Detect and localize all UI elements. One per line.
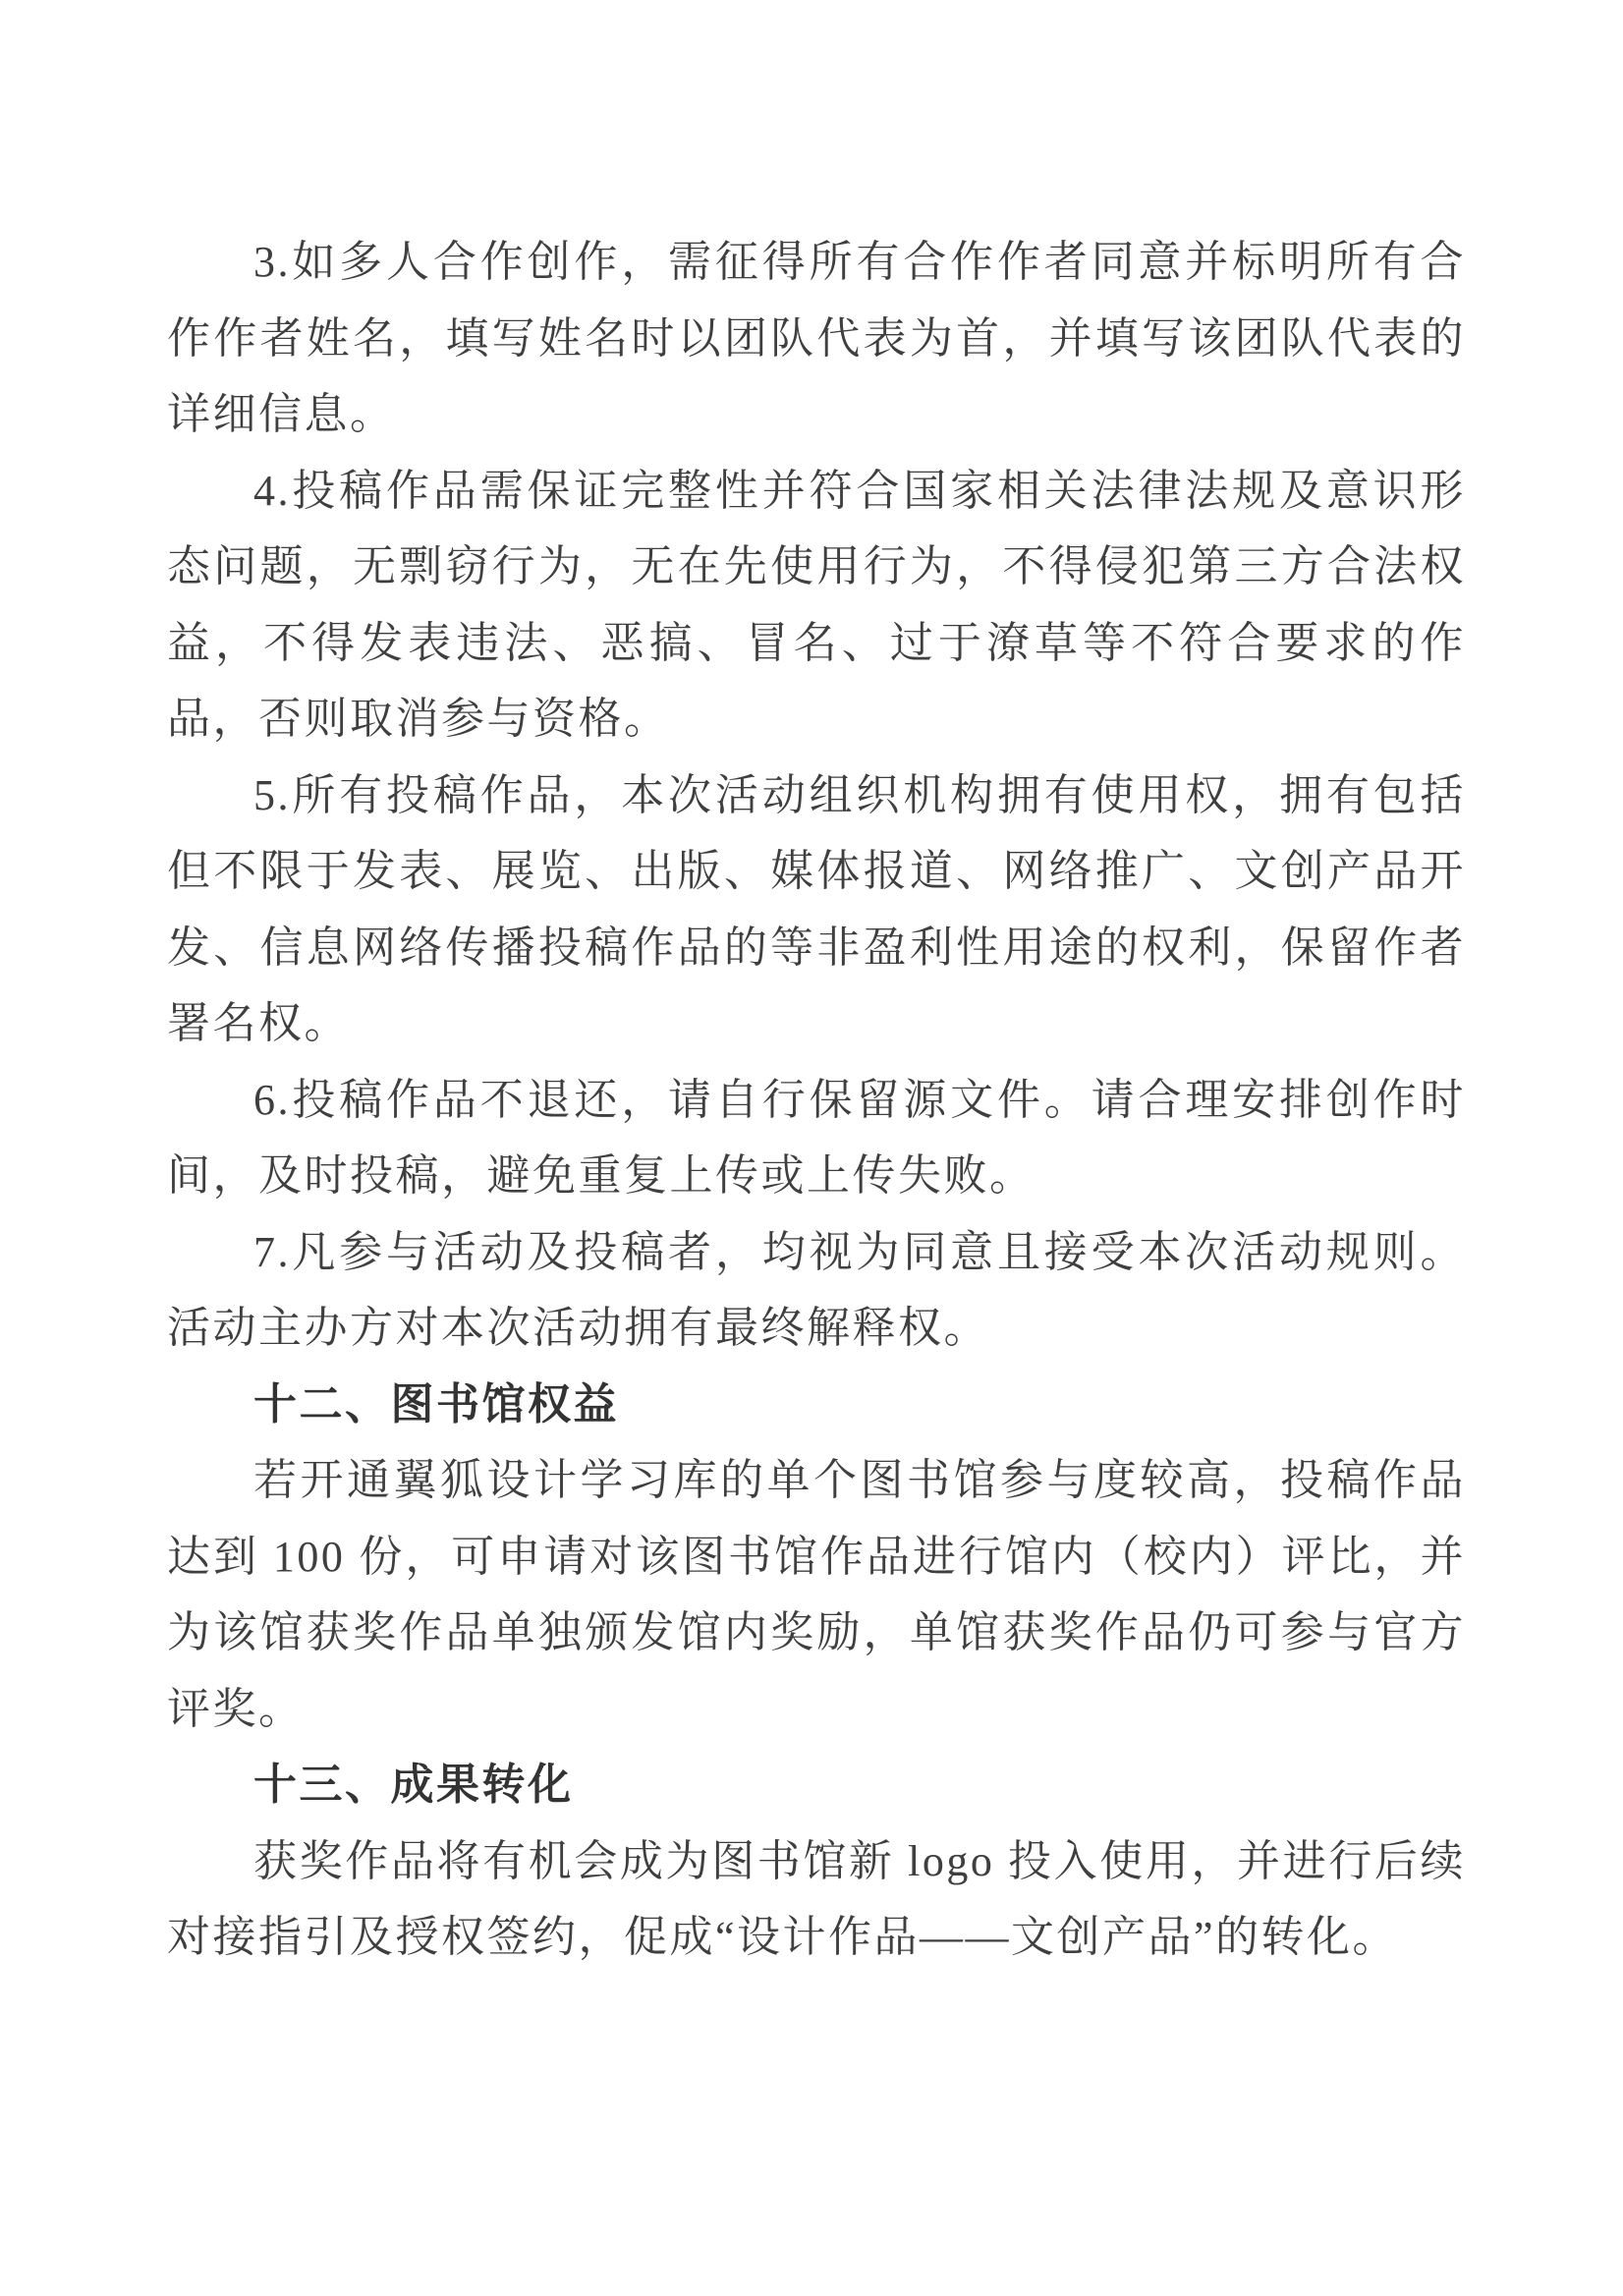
paragraph-rule-7: 7.凡参与活动及投稿者，均视为同意且接受本次活动规则。活动主办方对本次活动拥有最终解释权。 (167, 1227, 1466, 1352)
section-heading-library-rights: 十二、图书馆权益 (253, 1379, 619, 1428)
paragraph-rule-4: 4.投稿作品需保证完整性并符合国家相关法律法规及意识形态问题，无剽窃行为，无在先使用行为，不得侵犯第三方合法权益，不得发表违法、恶搞、冒名、过于潦草等不符合要求的作品，否则取消参与资格。 (167, 466, 1466, 743)
section-heading-achievement-transformation: 十三、成果转化 (253, 1761, 574, 1809)
paragraph-achievement-transformation: 获奖作品将有机会成为图书馆新 logo 投入使用，并进行后续对接指引及授权签约，促成“设计作品——文创产品”的转化。 (167, 1836, 1466, 1961)
paragraph-rule-5: 5.所有投稿作品，本次活动组织机构拥有使用权，拥有包括但不限于发表、展览、出版、媒体报道、网络推广、文创产品开发、信息网络传播投稿作品的等非盈利性用途的权利，保留作者署名权。 (167, 770, 1466, 1047)
document-content (167, 224, 1466, 1976)
paragraph-rule-3: 3.如多人合作创作，需征得所有合作作者同意并标明所有合作作者姓名，填写姓名时以团队代表为首，并填写该团队代表的详细信息。 (167, 238, 1466, 438)
paragraph-library-rights: 若开通翼狐设计学习库的单个图书馆参与度较高，投稿作品达到 100 份，可申请对该图书馆作品进行馆内（校内）评比，并为该馆获奖作品单独颁发馆内奖励，单馆获奖作品仍可参与官方评奖。 (167, 1456, 1466, 1733)
paragraph-rule-6: 6.投稿作品不退还，请自行保留源文件。请合理安排创作时间，及时投稿，避免重复上传或上传失败。 (167, 1075, 1466, 1200)
